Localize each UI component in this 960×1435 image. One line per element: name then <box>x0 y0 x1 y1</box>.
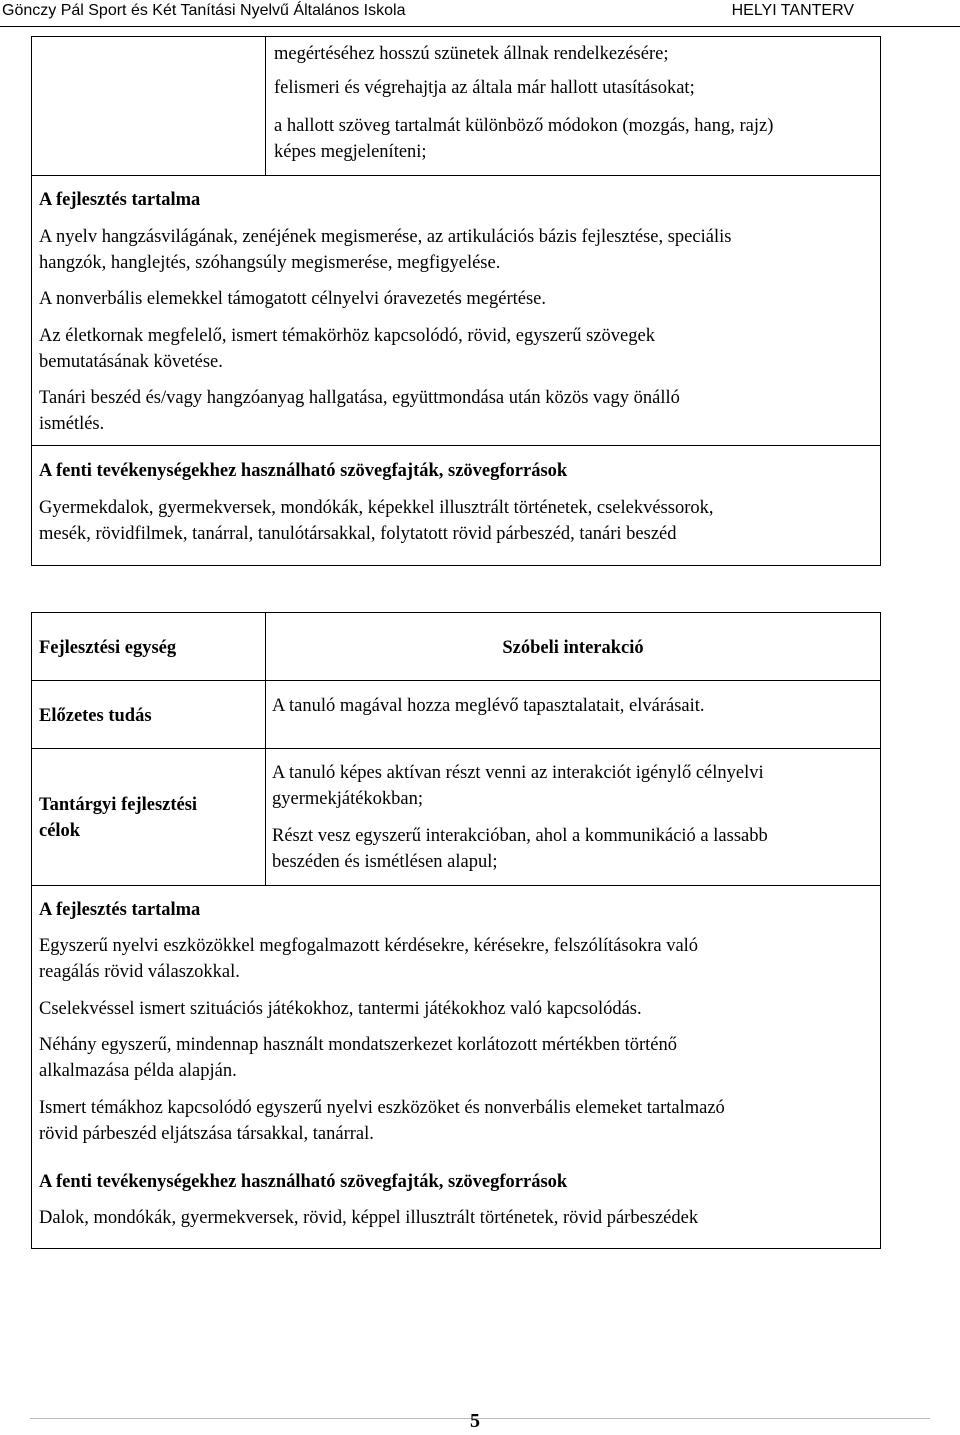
sources-heading: A fenti tevékenységekhez használható szövegfajták, szövegforrások <box>39 1172 568 1192</box>
school-name: Gönczy Pál Sport és Két Tanítási Nyelvű Általános Iskola <box>2 2 406 19</box>
content-line: alkalmazása példa alapján. <box>39 1061 237 1081</box>
goal-line: képes megjeleníteni; <box>274 142 427 162</box>
content-line: Az életkornak megfelelő, ismert témakörhöz kapcsolódó, rövid, egyszerű szövegek <box>39 326 655 346</box>
row-divider <box>32 445 880 446</box>
content-line: Cselekvéssel ismert szituációs játékokhoz, tantermi játékokhoz való kapcsolódás. <box>39 999 642 1019</box>
column-divider <box>265 37 266 175</box>
content-line: Néhány egyszerű, mindennap használt mondatszerkezet korlátozott mértékben történő <box>39 1035 678 1055</box>
unit-value: Szóbeli interakció <box>502 638 644 658</box>
content-line: reagálás rövid válaszokkal. <box>39 962 240 982</box>
content-line: A nyelv hangzásvilágának, zenéjének megismerése, az artikulációs bázis fejlesztése, speciális <box>39 227 732 247</box>
goal-line: beszéden és ismétlésen alapul; <box>272 852 498 872</box>
content-line: Tanári beszéd és/vagy hangzóanyag hallgatása, együttmondása után közös vagy önálló <box>39 388 680 408</box>
sources-line: Dalok, mondókák, gyermekversek, rövid, képpel illusztrált történetek, rövid párbeszédek <box>39 1208 699 1228</box>
curriculum-table-2 <box>31 612 881 1249</box>
curriculum-table-1 <box>31 36 881 566</box>
content-line: Egyszerű nyelvi eszközökkel megfogalmazott kérdésekre, kérésekre, felszólításokra való <box>39 936 699 956</box>
goals-label: célok <box>39 821 81 841</box>
page-header <box>0 0 960 28</box>
content-line: rövid párbeszéd eljátszása társakkal, tanárral. <box>39 1124 374 1144</box>
prior-knowledge-label: Előzetes tudás <box>39 706 152 726</box>
content-line: Ismert témákhoz kapcsolódó egyszerű nyelvi eszközöket és nonverbális elemeket tartalmazó <box>39 1098 725 1118</box>
row-divider <box>32 680 880 681</box>
page-number: 5 <box>470 1410 480 1432</box>
unit-label: Fejlesztési egység <box>39 638 177 658</box>
content-line: hangzók, hanglejtés, szóhangsúly megismerése, megfigyelése. <box>39 253 501 273</box>
goal-line: gyermekjátékokban; <box>272 789 424 809</box>
document-title: HELYI TANTERV <box>731 2 854 19</box>
content-heading: A fejlesztés tartalma <box>39 900 201 920</box>
content-line: ismétlés. <box>39 414 105 434</box>
goal-line: megértéséhez hosszú szünetek állnak rendelkezésére; <box>274 44 669 64</box>
goal-line: Részt vesz egyszerű interakcióban, ahol a kommunikáció a lassabb <box>272 826 768 846</box>
sources-heading: A fenti tevékenységekhez használható szövegfajták, szövegforrások <box>39 461 568 481</box>
goals-label: Tantárgyi fejlesztési <box>39 795 198 815</box>
row-divider <box>32 175 880 176</box>
content-line: A nonverbális elemekkel támogatott célnyelvi óravezetés megértése. <box>39 289 547 309</box>
sources-line: Gyermekdalok, gyermekversek, mondókák, képekkel illusztrált történetek, cselekvéssorok, <box>39 498 714 518</box>
prior-knowledge-value: A tanuló magával hozza meglévő tapasztalatait, elvárásait. <box>272 696 705 716</box>
header-divider <box>0 26 960 27</box>
content-line: bemutatásának követése. <box>39 352 223 372</box>
goal-line: A tanuló képes aktívan részt venni az interakciót igénylő célnyelvi <box>272 763 764 783</box>
goal-line: felismeri és végrehajtja az általa már hallott utasításokat; <box>274 78 695 98</box>
row-divider <box>32 748 880 749</box>
goal-line: a hallott szöveg tartalmát különböző módokon (mozgás, hang, rajz) <box>274 116 774 136</box>
row-divider <box>32 885 880 886</box>
sources-line: mesék, rövidfilmek, tanárral, tanulótársakkal, folytatott rövid párbeszéd, tanári beszéd <box>39 524 677 544</box>
content-heading: A fejlesztés tartalma <box>39 190 201 210</box>
